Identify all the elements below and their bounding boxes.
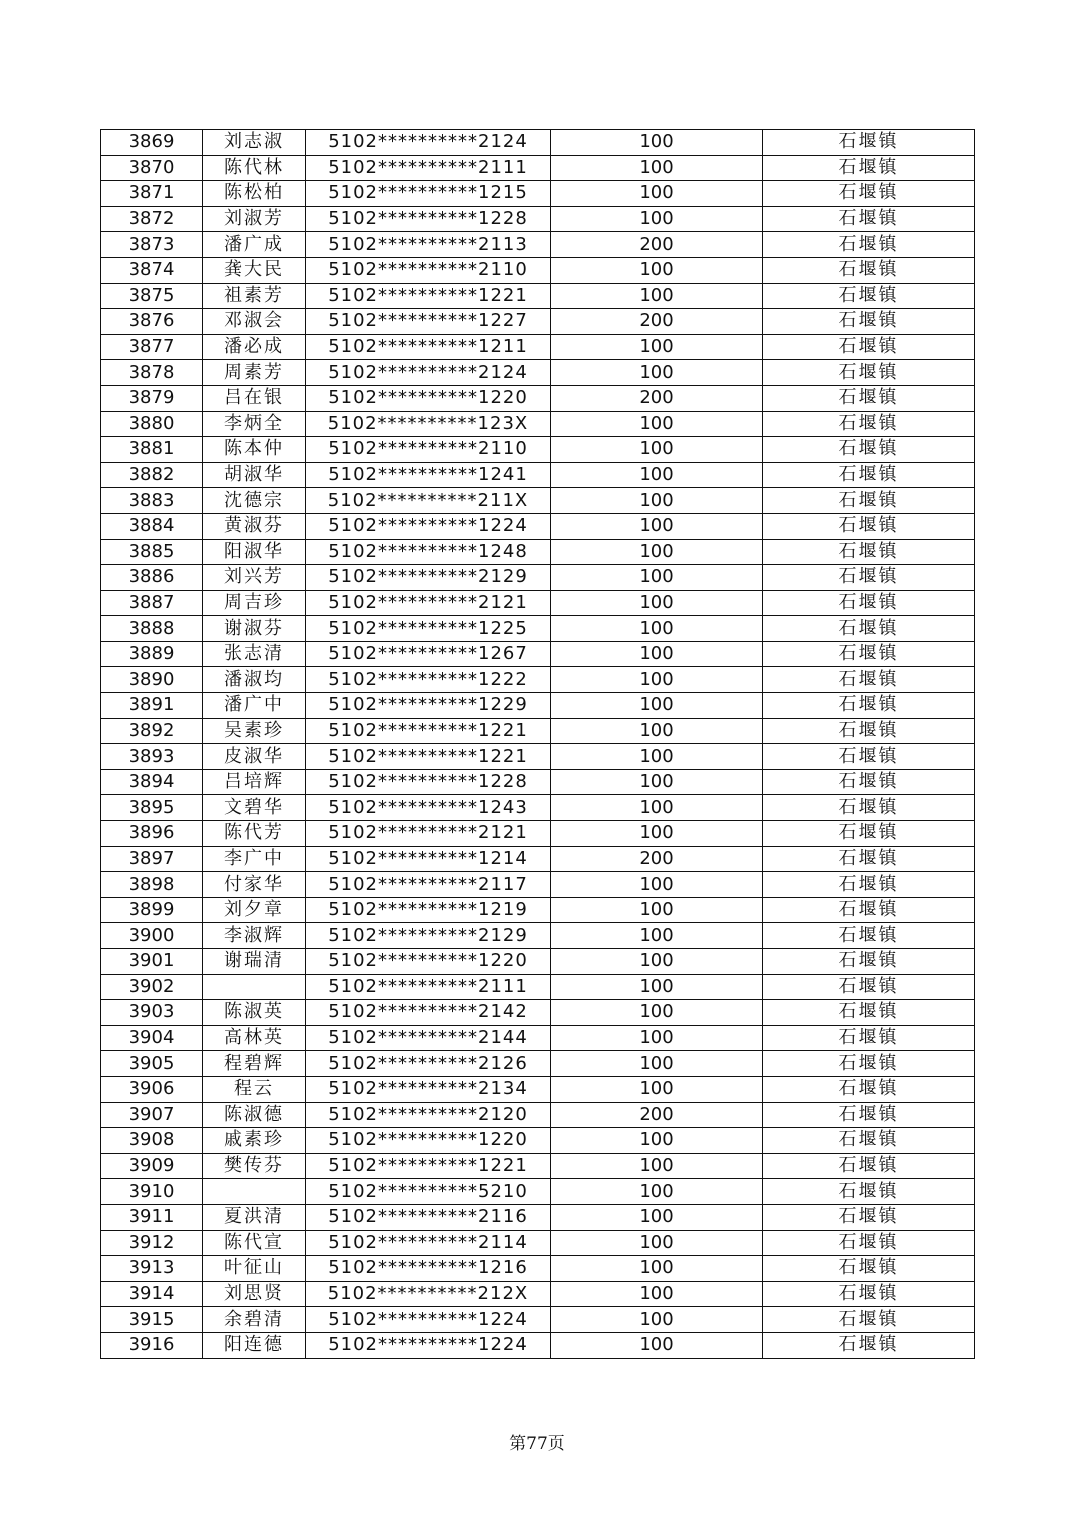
amount-cell: 100	[551, 949, 763, 975]
name-cell: 祖素芳	[203, 283, 306, 309]
row-number-cell: 3878	[101, 360, 203, 386]
town-cell: 石堰镇	[763, 513, 975, 539]
town-cell: 石堰镇	[763, 923, 975, 949]
town-cell: 石堰镇	[763, 488, 975, 514]
row-number-cell: 3886	[101, 565, 203, 591]
name-cell: 刘夕章	[203, 897, 306, 923]
row-number-cell: 3871	[101, 181, 203, 207]
table-row	[101, 693, 975, 719]
name-cell: 阳淑华	[203, 539, 306, 565]
amount-cell: 100	[551, 462, 763, 488]
row-number-cell: 3869	[101, 130, 203, 156]
town-cell: 石堰镇	[763, 130, 975, 156]
amount-cell: 100	[551, 1230, 763, 1256]
id-number-cell: 5102**********1221	[306, 744, 551, 770]
id-number-cell: 5102**********1243	[306, 795, 551, 821]
name-cell: 龚大民	[203, 257, 306, 283]
amount-cell: 100	[551, 539, 763, 565]
amount-cell: 200	[551, 232, 763, 258]
table-row	[101, 206, 975, 232]
amount-cell: 100	[551, 667, 763, 693]
town-cell: 石堰镇	[763, 769, 975, 795]
id-number-cell: 5102**********2110	[306, 437, 551, 463]
id-number-cell: 5102**********2121	[306, 590, 551, 616]
id-number-cell: 5102**********2111	[306, 974, 551, 1000]
name-cell: 刘淑芳	[203, 206, 306, 232]
amount-cell: 100	[551, 1179, 763, 1205]
id-number-cell: 5102**********2116	[306, 1204, 551, 1230]
table-row	[101, 949, 975, 975]
id-number-cell: 5102**********2142	[306, 1000, 551, 1026]
table-row	[101, 565, 975, 591]
town-cell: 石堰镇	[763, 718, 975, 744]
table-row	[101, 1307, 975, 1333]
row-number-cell: 3900	[101, 923, 203, 949]
id-number-cell: 5102**********1219	[306, 897, 551, 923]
town-cell: 石堰镇	[763, 257, 975, 283]
roster-table	[100, 129, 975, 1359]
amount-cell: 100	[551, 513, 763, 539]
name-cell: 付家华	[203, 872, 306, 898]
id-number-cell: 5102**********2129	[306, 565, 551, 591]
row-number-cell: 3877	[101, 334, 203, 360]
id-number-cell: 5102**********1211	[306, 334, 551, 360]
table-row	[101, 744, 975, 770]
row-number-cell: 3873	[101, 232, 203, 258]
id-number-cell: 5102**********1220	[306, 1128, 551, 1154]
name-cell: 李淑辉	[203, 923, 306, 949]
amount-cell: 100	[551, 1256, 763, 1282]
name-cell: 潘广成	[203, 232, 306, 258]
amount-cell: 100	[551, 1204, 763, 1230]
id-number-cell: 5102**********1267	[306, 641, 551, 667]
row-number-cell: 3875	[101, 283, 203, 309]
row-number-cell: 3904	[101, 1025, 203, 1051]
name-cell	[203, 974, 306, 1000]
id-number-cell: 5102**********2126	[306, 1051, 551, 1077]
table-row	[101, 411, 975, 437]
amount-cell: 200	[551, 309, 763, 335]
amount-cell: 100	[551, 974, 763, 1000]
table-row	[101, 769, 975, 795]
table-row	[101, 1128, 975, 1154]
table-row	[101, 283, 975, 309]
id-number-cell: 5102**********1224	[306, 1307, 551, 1333]
name-cell: 程碧辉	[203, 1051, 306, 1077]
name-cell: 陈代芳	[203, 821, 306, 847]
town-cell: 石堰镇	[763, 1051, 975, 1077]
name-cell: 吕培辉	[203, 769, 306, 795]
name-cell: 叶征山	[203, 1256, 306, 1282]
id-number-cell: 5102**********2114	[306, 1230, 551, 1256]
table-row	[101, 821, 975, 847]
row-number-cell: 3913	[101, 1256, 203, 1282]
town-cell: 石堰镇	[763, 693, 975, 719]
id-number-cell: 5102**********2144	[306, 1025, 551, 1051]
row-number-cell: 3882	[101, 462, 203, 488]
name-cell: 沈德宗	[203, 488, 306, 514]
id-number-cell: 5102**********2111	[306, 155, 551, 181]
town-cell: 石堰镇	[763, 1000, 975, 1026]
town-cell: 石堰镇	[763, 667, 975, 693]
row-number-cell: 3890	[101, 667, 203, 693]
name-cell: 胡淑华	[203, 462, 306, 488]
table-row	[101, 1332, 975, 1358]
name-cell: 刘志淑	[203, 130, 306, 156]
row-number-cell: 3870	[101, 155, 203, 181]
table-row	[101, 616, 975, 642]
table-row	[101, 1051, 975, 1077]
name-cell: 李广中	[203, 846, 306, 872]
amount-cell: 100	[551, 1076, 763, 1102]
amount-cell: 200	[551, 846, 763, 872]
town-cell: 石堰镇	[763, 846, 975, 872]
name-cell: 吴素珍	[203, 718, 306, 744]
row-number-cell: 3894	[101, 769, 203, 795]
amount-cell: 100	[551, 155, 763, 181]
town-cell: 石堰镇	[763, 821, 975, 847]
table-row	[101, 232, 975, 258]
town-cell: 石堰镇	[763, 1230, 975, 1256]
amount-cell: 100	[551, 1000, 763, 1026]
row-number-cell: 3897	[101, 846, 203, 872]
town-cell: 石堰镇	[763, 974, 975, 1000]
amount-cell: 100	[551, 1332, 763, 1358]
id-number-cell: 5102**********1228	[306, 769, 551, 795]
name-cell: 戚素珍	[203, 1128, 306, 1154]
town-cell: 石堰镇	[763, 334, 975, 360]
id-number-cell: 5102**********2121	[306, 821, 551, 847]
town-cell: 石堰镇	[763, 1128, 975, 1154]
id-number-cell: 5102**********1221	[306, 718, 551, 744]
row-number-cell: 3881	[101, 437, 203, 463]
id-number-cell: 5102**********1229	[306, 693, 551, 719]
town-cell: 石堰镇	[763, 1102, 975, 1128]
table-row	[101, 309, 975, 335]
amount-cell: 100	[551, 769, 763, 795]
id-number-cell: 5102**********1222	[306, 667, 551, 693]
id-number-cell: 5102**********1225	[306, 616, 551, 642]
id-number-cell: 5102**********1216	[306, 1256, 551, 1282]
town-cell: 石堰镇	[763, 181, 975, 207]
table-row	[101, 1204, 975, 1230]
id-number-cell: 5102**********1214	[306, 846, 551, 872]
table-row	[101, 846, 975, 872]
name-cell: 陈代林	[203, 155, 306, 181]
town-cell: 石堰镇	[763, 437, 975, 463]
name-cell: 余碧清	[203, 1307, 306, 1333]
amount-cell: 100	[551, 1281, 763, 1307]
amount-cell: 100	[551, 334, 763, 360]
table-row	[101, 1076, 975, 1102]
row-number-cell: 3889	[101, 641, 203, 667]
row-number-cell: 3896	[101, 821, 203, 847]
table-row	[101, 539, 975, 565]
id-number-cell: 5102**********2124	[306, 360, 551, 386]
id-number-cell: 5102**********1220	[306, 949, 551, 975]
name-cell: 潘淑均	[203, 667, 306, 693]
id-number-cell: 5102**********1220	[306, 385, 551, 411]
row-number-cell: 3892	[101, 718, 203, 744]
table-row	[101, 872, 975, 898]
amount-cell: 100	[551, 360, 763, 386]
town-cell: 石堰镇	[763, 872, 975, 898]
row-number-cell: 3872	[101, 206, 203, 232]
name-cell: 刘兴芳	[203, 565, 306, 591]
town-cell: 石堰镇	[763, 1204, 975, 1230]
id-number-cell: 5102**********1224	[306, 513, 551, 539]
town-cell: 石堰镇	[763, 616, 975, 642]
town-cell: 石堰镇	[763, 1332, 975, 1358]
name-cell: 张志清	[203, 641, 306, 667]
page-number: 第77页	[509, 1434, 565, 1454]
amount-cell: 100	[551, 130, 763, 156]
amount-cell: 100	[551, 616, 763, 642]
row-number-cell: 3898	[101, 872, 203, 898]
row-number-cell: 3912	[101, 1230, 203, 1256]
id-number-cell: 5102**********212X	[306, 1281, 551, 1307]
town-cell: 石堰镇	[763, 641, 975, 667]
id-number-cell: 5102**********1221	[306, 1153, 551, 1179]
row-number-cell: 3883	[101, 488, 203, 514]
town-cell: 石堰镇	[763, 1153, 975, 1179]
id-number-cell: 5102**********1241	[306, 462, 551, 488]
town-cell: 石堰镇	[763, 360, 975, 386]
row-number-cell: 3899	[101, 897, 203, 923]
table-row	[101, 974, 975, 1000]
row-number-cell: 3901	[101, 949, 203, 975]
name-cell: 陈本仲	[203, 437, 306, 463]
table-row	[101, 257, 975, 283]
name-cell: 程云	[203, 1076, 306, 1102]
table-row	[101, 1153, 975, 1179]
row-number-cell: 3880	[101, 411, 203, 437]
id-number-cell: 5102**********1248	[306, 539, 551, 565]
amount-cell: 100	[551, 1025, 763, 1051]
amount-cell: 100	[551, 897, 763, 923]
amount-cell: 100	[551, 693, 763, 719]
amount-cell: 100	[551, 206, 763, 232]
id-number-cell: 5102**********1228	[306, 206, 551, 232]
amount-cell: 100	[551, 821, 763, 847]
amount-cell: 100	[551, 437, 763, 463]
town-cell: 石堰镇	[763, 1025, 975, 1051]
id-number-cell: 5102**********211X	[306, 488, 551, 514]
name-cell: 高林英	[203, 1025, 306, 1051]
id-number-cell: 5102**********123X	[306, 411, 551, 437]
table-row	[101, 718, 975, 744]
town-cell: 石堰镇	[763, 232, 975, 258]
table-row	[101, 155, 975, 181]
town-cell: 石堰镇	[763, 1281, 975, 1307]
table-row	[101, 1230, 975, 1256]
table-row	[101, 641, 975, 667]
id-number-cell: 5102**********1224	[306, 1332, 551, 1358]
amount-cell: 100	[551, 590, 763, 616]
table-row	[101, 923, 975, 949]
town-cell: 石堰镇	[763, 590, 975, 616]
row-number-cell: 3908	[101, 1128, 203, 1154]
table-row	[101, 513, 975, 539]
table-row	[101, 795, 975, 821]
table-row	[101, 462, 975, 488]
name-cell: 吕在银	[203, 385, 306, 411]
town-cell: 石堰镇	[763, 565, 975, 591]
id-number-cell: 5102**********5210	[306, 1179, 551, 1205]
row-number-cell: 3879	[101, 385, 203, 411]
name-cell: 黄淑芬	[203, 513, 306, 539]
name-cell: 夏洪清	[203, 1204, 306, 1230]
amount-cell: 100	[551, 872, 763, 898]
row-number-cell: 3888	[101, 616, 203, 642]
table-row	[101, 385, 975, 411]
row-number-cell: 3905	[101, 1051, 203, 1077]
amount-cell: 200	[551, 385, 763, 411]
town-cell: 石堰镇	[763, 283, 975, 309]
id-number-cell: 5102**********1215	[306, 181, 551, 207]
table-row	[101, 1281, 975, 1307]
amount-cell: 100	[551, 488, 763, 514]
table-row	[101, 130, 975, 156]
id-number-cell: 5102**********2110	[306, 257, 551, 283]
amount-cell: 100	[551, 1307, 763, 1333]
town-cell: 石堰镇	[763, 1256, 975, 1282]
amount-cell: 100	[551, 1051, 763, 1077]
row-number-cell: 3916	[101, 1332, 203, 1358]
name-cell: 潘必成	[203, 334, 306, 360]
id-number-cell: 5102**********2129	[306, 923, 551, 949]
row-number-cell: 3895	[101, 795, 203, 821]
table-row	[101, 488, 975, 514]
table-row	[101, 667, 975, 693]
amount-cell: 100	[551, 411, 763, 437]
name-cell: 樊传芬	[203, 1153, 306, 1179]
id-number-cell: 5102**********2124	[306, 130, 551, 156]
amount-cell: 100	[551, 744, 763, 770]
row-number-cell: 3874	[101, 257, 203, 283]
table-row	[101, 181, 975, 207]
town-cell: 石堰镇	[763, 155, 975, 181]
id-number-cell: 5102**********2113	[306, 232, 551, 258]
amount-cell: 100	[551, 181, 763, 207]
table-row	[101, 360, 975, 386]
name-cell: 邓淑会	[203, 309, 306, 335]
town-cell: 石堰镇	[763, 539, 975, 565]
town-cell: 石堰镇	[763, 206, 975, 232]
table-row	[101, 1025, 975, 1051]
name-cell: 谢瑞清	[203, 949, 306, 975]
row-number-cell: 3907	[101, 1102, 203, 1128]
table-row	[101, 1000, 975, 1026]
name-cell: 潘广中	[203, 693, 306, 719]
town-cell: 石堰镇	[763, 411, 975, 437]
town-cell: 石堰镇	[763, 744, 975, 770]
id-number-cell: 5102**********1221	[306, 283, 551, 309]
row-number-cell: 3884	[101, 513, 203, 539]
table-row	[101, 1256, 975, 1282]
town-cell: 石堰镇	[763, 1179, 975, 1205]
town-cell: 石堰镇	[763, 1307, 975, 1333]
name-cell: 谢淑芬	[203, 616, 306, 642]
amount-cell: 100	[551, 641, 763, 667]
name-cell: 阳连德	[203, 1332, 306, 1358]
town-cell: 石堰镇	[763, 309, 975, 335]
row-number-cell: 3909	[101, 1153, 203, 1179]
id-number-cell: 5102**********2120	[306, 1102, 551, 1128]
id-number-cell: 5102**********2134	[306, 1076, 551, 1102]
id-number-cell: 5102**********1227	[306, 309, 551, 335]
amount-cell: 100	[551, 1128, 763, 1154]
row-number-cell: 3906	[101, 1076, 203, 1102]
town-cell: 石堰镇	[763, 897, 975, 923]
name-cell: 陈代宣	[203, 1230, 306, 1256]
name-cell: 陈松柏	[203, 181, 306, 207]
amount-cell: 100	[551, 718, 763, 744]
name-cell: 周吉珍	[203, 590, 306, 616]
row-number-cell: 3902	[101, 974, 203, 1000]
amount-cell: 200	[551, 1102, 763, 1128]
row-number-cell: 3911	[101, 1204, 203, 1230]
table-row	[101, 1179, 975, 1205]
town-cell: 石堰镇	[763, 949, 975, 975]
amount-cell: 100	[551, 283, 763, 309]
amount-cell: 100	[551, 565, 763, 591]
table-row	[101, 1102, 975, 1128]
table-row	[101, 334, 975, 360]
row-number-cell: 3893	[101, 744, 203, 770]
table-row	[101, 590, 975, 616]
name-cell: 刘思贤	[203, 1281, 306, 1307]
id-number-cell: 5102**********2117	[306, 872, 551, 898]
row-number-cell: 3891	[101, 693, 203, 719]
name-cell: 李炳全	[203, 411, 306, 437]
table-row	[101, 897, 975, 923]
town-cell: 石堰镇	[763, 795, 975, 821]
row-number-cell: 3887	[101, 590, 203, 616]
name-cell: 文碧华	[203, 795, 306, 821]
name-cell: 周素芳	[203, 360, 306, 386]
amount-cell: 100	[551, 1153, 763, 1179]
row-number-cell: 3903	[101, 1000, 203, 1026]
amount-cell: 100	[551, 923, 763, 949]
town-cell: 石堰镇	[763, 462, 975, 488]
name-cell: 陈淑德	[203, 1102, 306, 1128]
town-cell: 石堰镇	[763, 385, 975, 411]
row-number-cell: 3885	[101, 539, 203, 565]
row-number-cell: 3910	[101, 1179, 203, 1205]
amount-cell: 100	[551, 257, 763, 283]
row-number-cell: 3915	[101, 1307, 203, 1333]
town-cell: 石堰镇	[763, 1076, 975, 1102]
table-row	[101, 437, 975, 463]
name-cell: 陈淑英	[203, 1000, 306, 1026]
name-cell: 皮淑华	[203, 744, 306, 770]
amount-cell: 100	[551, 795, 763, 821]
name-cell	[203, 1179, 306, 1205]
row-number-cell: 3876	[101, 309, 203, 335]
row-number-cell: 3914	[101, 1281, 203, 1307]
roster-table-body	[101, 130, 975, 1359]
